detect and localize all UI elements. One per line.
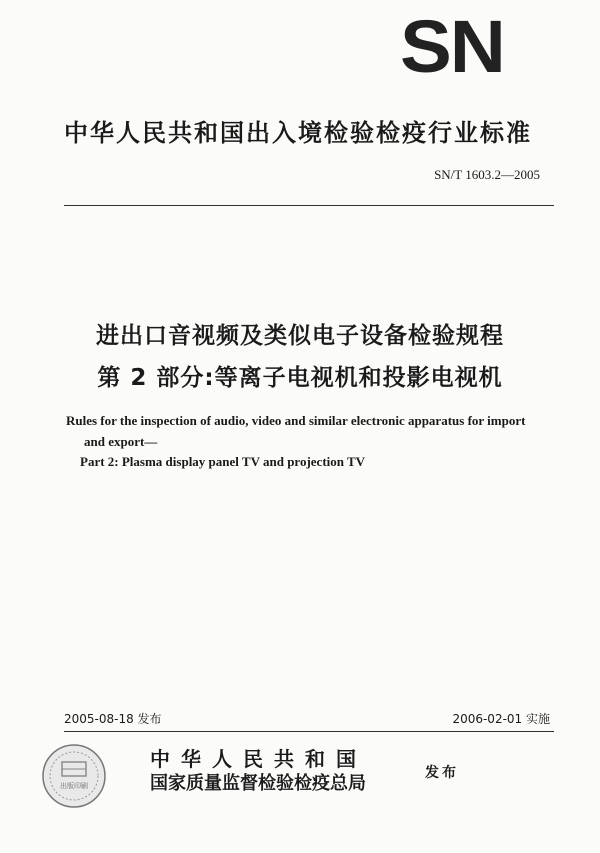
issuer-line-2: 国家质量监督检验检疫总局: [150, 773, 366, 794]
anti-counterfeit-seal-icon: [40, 742, 108, 810]
chinese-title-line-1: 进出口音视频及类似电子设备检验规程: [96, 323, 504, 349]
sn-logo: SN: [400, 5, 504, 88]
top-divider: [64, 205, 554, 206]
standard-number: SN/T 1603.2—2005: [434, 167, 540, 182]
issuer-line-1: 中华人民共和国: [150, 747, 367, 771]
seal-label: 出版印刷: [60, 782, 88, 790]
implementation-date: 2006-02-01 实施: [452, 712, 550, 726]
chinese-title-line-2: 第 2 部分:等离子电视机和投影电视机: [97, 365, 503, 391]
issue-date: 2005-08-18 发布: [64, 712, 162, 726]
bottom-divider: [64, 731, 554, 732]
english-title-line-3: Part 2: Plasma display panel TV and projection TV: [80, 454, 366, 469]
issue-verb: 发布: [425, 765, 459, 781]
english-title-line-1: Rules for the inspection of audio, video and similar electronic apparatus for import: [66, 413, 526, 428]
standard-type-heading: 中华人民共和国出入境检验检疫行业标准: [64, 119, 532, 147]
english-title-line-2: and export—: [84, 434, 158, 449]
